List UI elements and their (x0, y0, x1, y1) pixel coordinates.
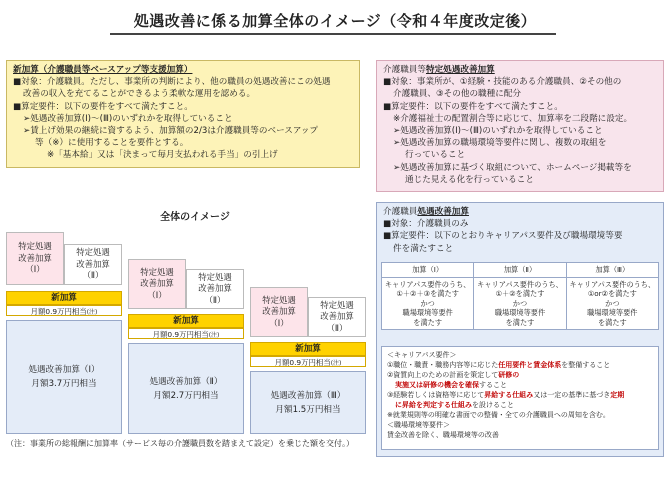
new-addition-amount: 月額0.9万円相当 (30, 307, 87, 316)
career-highlight: 研修の (498, 371, 520, 379)
career-item-3 (387, 390, 653, 410)
career-text: ②資質向上のための計画を策定して (387, 371, 499, 379)
table-header: 加算（Ⅱ） (474, 263, 566, 278)
table-cell: キャリアパス要件のうち、 ①or②を満たす かつ 職場環境等要件 を満たす (566, 277, 658, 330)
new-addition-bar: 新加算 (250, 342, 366, 356)
improvement-line: ■対象：介護職員のみ (383, 219, 469, 230)
specific-line: ➢処遇改善加算(Ⅰ)～(Ⅲ)のいずれかを取得していること (393, 126, 603, 137)
new-addition-amount-row (6, 305, 122, 316)
career-highlight: 定期 (610, 391, 625, 399)
career-item-2 (387, 370, 653, 390)
specific-improvement-heading (383, 64, 657, 76)
new-addition-line: ■算定要件：以下の要件をすべて満たすこと。 (13, 101, 193, 112)
career-note: ※就業規則等の明確な書面での整備・全ての介護職員への周知を含む。 (387, 411, 610, 419)
specific-line: ■算定要件：以下の要件をすべて満たすこと。 (383, 101, 563, 112)
new-addition-line: ※「基本給」又は「決まって毎月支払われる手当」の引上げ (47, 150, 278, 161)
diagram-heading: 全体のイメージ (160, 212, 230, 223)
new-addition-amount-row (250, 356, 366, 367)
career-text: ①職位・職責・職務内容等に応じた (387, 361, 499, 369)
title-underline (110, 33, 556, 35)
career-highlight: 実施又は研修の機会を確保 (395, 381, 479, 389)
specific-1-block: 特定処遇 改善加算 （Ⅰ） (6, 232, 64, 285)
heading-prefix: 介護職員等 (383, 65, 426, 75)
specific-line: ➢処遇改善加算の職場環境等要件に関し、複数の取組を (393, 138, 607, 149)
table-cell: キャリアパス要件のうち、 ①＋②＋③を満たす かつ 職場環境等要件 を満たす (382, 277, 474, 330)
new-addition-line: ➢賃上げ効果の継続に資するよう、加算額の2/3は介護職員等のベースアップ (23, 126, 319, 137)
table-header: 加算（Ⅰ） (382, 263, 474, 278)
improvement-line: 件を満たすこと (393, 243, 454, 254)
table-cell: キャリアパス要件のうち、 ①＋②を満たす かつ 職場環境等要件 を満たす (474, 277, 566, 330)
specific-improvement-box (376, 60, 664, 192)
improvement-2-label: 処遇改善加算（Ⅱ） (149, 376, 223, 387)
specific-1-block: 特定処遇 改善加算 （Ⅰ） (250, 287, 308, 337)
environment-title: ＜職場環境等要件＞ (387, 421, 450, 429)
new-addition-line: 等（※）に使用することを要件とする。 (35, 138, 189, 149)
specific-2-block: 特定処遇 改善加算 （Ⅱ） (186, 269, 244, 309)
note-mark: (注) (208, 332, 220, 339)
specific-2-block: 特定処遇 改善加算 （Ⅱ） (64, 244, 122, 285)
specific-line: 介護職員、③その他の職種に配分 (393, 89, 522, 100)
improvement-line: ■算定要件：以下のとおりキャリアパス要件及び職場環境等要 (383, 231, 623, 242)
page-title: 処遇改善に係る加算全体のイメージ（令和４年度改定後） (133, 12, 537, 30)
new-addition-line: ➢処遇改善加算(Ⅰ)～(Ⅲ)のいずれかを取得していること (23, 113, 233, 124)
career-text: 又は一定の基準に基づき (533, 391, 611, 399)
specific-1-block: 特定処遇 改善加算 （Ⅰ） (128, 259, 186, 309)
career-highlight: 昇給する仕組み (484, 391, 534, 399)
specific-line: ■対象：事業所が、①経験・技能のある介護職員、②その他の (383, 77, 622, 88)
career-item-1 (387, 360, 653, 370)
new-addition-line: 改善の収入を充てることができるよう柔軟な運用を認める。 (23, 89, 256, 100)
career-text: ③経験若しくは資格等に応じて (387, 391, 485, 399)
heading-prefix: 介護職員 (383, 207, 418, 217)
specific-2-block: 特定処遇 改善加算 （Ⅱ） (308, 297, 366, 337)
career-highlight: 任用要件と賃金体系 (498, 361, 562, 369)
new-addition-bar: 新加算 (6, 291, 122, 305)
footnote: （注：事業所の総報酬に加算率（サービス毎の介護職員数を踏まえて設定）を乗じた額を交付。） (6, 439, 354, 448)
new-addition-heading: 新加算（介護職員等ベースアップ等支援加算） (13, 65, 193, 75)
new-addition-amount: 月額0.9万円相当 (274, 358, 331, 367)
career-text: を設けること (472, 401, 514, 409)
career-title: ＜キャリアパス要件＞ (387, 351, 457, 359)
heading-main: 処遇改善加算 (417, 207, 469, 217)
improvement-2-amount: 月額2.7万円相当 (153, 390, 219, 401)
career-text: を整備すること (561, 361, 611, 369)
note-mark: (注) (330, 360, 342, 367)
specific-line: ➢処遇改善加算に基づく取組について、ホームページ掲載等を (393, 162, 632, 173)
improvement-1-amount: 月額3.7万円相当 (31, 379, 97, 389)
career-text: すること (479, 381, 507, 389)
career-path-requirements (381, 346, 659, 450)
improvement-3-amount: 月額1.5万円相当 (275, 404, 341, 415)
environment-text: 賃金改善を除く、職場環境等の改善 (387, 431, 499, 439)
specific-line: 行っていること (405, 150, 466, 161)
improvement-3-label: 処遇改善加算（Ⅲ） (270, 390, 346, 401)
career-highlight: に昇給を判定する仕組み (395, 401, 472, 409)
table-header: 加算（Ⅲ） (566, 263, 658, 278)
heading-main: 特定処遇改善加算 (425, 65, 495, 75)
improvement-1-label: 処遇改善加算（Ⅰ） (28, 365, 100, 375)
addition-levels-table (381, 262, 659, 330)
new-addition-line: ■対象：介護職員。ただし、事業所の判断により、他の職員の処遇改善にこの処遇 (13, 77, 331, 88)
improvement-heading (383, 206, 657, 218)
specific-line: 通じた見える化を行っていること (405, 174, 534, 185)
specific-line: ※介護福祉士の配置割合等に応じて、加算率を二段階に設定。 (393, 113, 633, 124)
improvement-3-block (250, 371, 366, 434)
note-mark: (注) (86, 309, 98, 316)
improvement-1-block (6, 320, 122, 434)
new-addition-box (6, 60, 360, 168)
new-addition-bar: 新加算 (128, 314, 244, 328)
new-addition-amount: 月額0.9万円相当 (152, 330, 209, 339)
improvement-2-block (128, 343, 244, 434)
new-addition-amount-row (128, 328, 244, 339)
